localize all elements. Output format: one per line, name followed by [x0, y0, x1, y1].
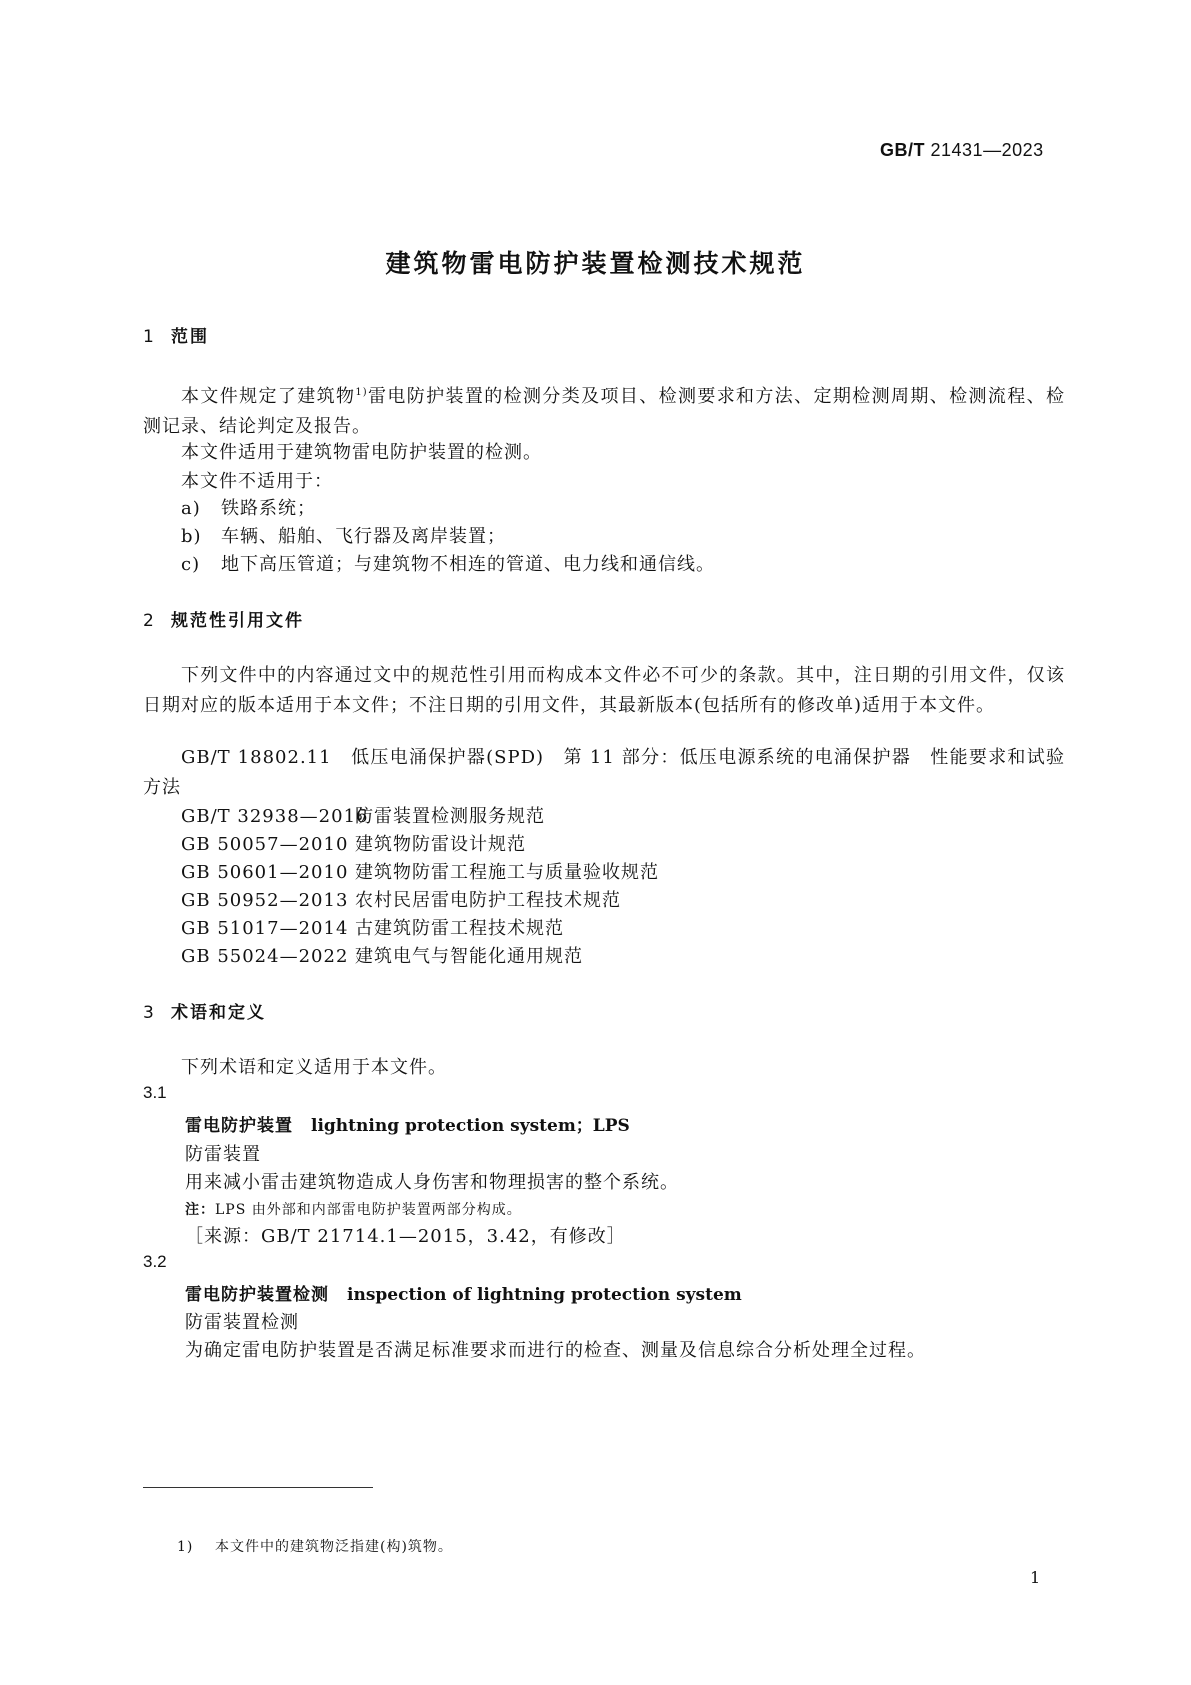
reference-item: GB 50601—2010 建筑物防雷工程施工与质量验收规范 [181, 862, 659, 883]
term-note: 注：LPS 由外部和内部雷电防护装置两部分构成。 [185, 1202, 522, 1218]
footnote-divider [143, 1487, 373, 1488]
list-item: b) 车辆、船舶、飞行器及离岸装置； [181, 526, 506, 547]
footnote-ref: 1) [355, 387, 368, 398]
document-title: 建筑物雷电防护装置检测技术规范 [385, 249, 806, 278]
term-alternative: 防雷装置检测 [185, 1312, 299, 1333]
list-item: a) 铁路系统； [181, 498, 316, 519]
term-heading: 雷电防护装置检测 inspection of lightning protection system [185, 1285, 742, 1305]
section-1-paragraph-2: 本文件适用于建筑物雷电防护装置的检测。 [181, 442, 542, 463]
standard-number: GB/T 21431—2023 [880, 140, 1044, 160]
section-1-heading: 1 范围 [143, 327, 209, 347]
section-3-heading: 3 术语和定义 [143, 1003, 266, 1023]
term-number: 3.1 [143, 1083, 167, 1102]
footnote: 1) 本文件中的建筑物泛指建(构)筑物。 [177, 1539, 453, 1555]
reference-item: GB/T 18802.11 低压电涌保护器(SPD) 第 11 部分：低压电源系统的电涌保护器 性能要求和试验方法 [143, 747, 1065, 798]
list-item: c) 地下高压管道；与建筑物不相连的管道、电力线和通信线。 [181, 554, 715, 575]
reference-item: GB 51017—2014 古建筑防雷工程技术规范 [181, 918, 564, 939]
term-definition: 用来减小雷击建筑物造成人身伤害和物理损害的整个系统。 [185, 1172, 679, 1193]
term-number: 3.2 [143, 1252, 167, 1271]
reference-item: GB 50952—2013 农村民居雷电防护工程技术规范 [181, 890, 621, 911]
term-alternative: 防雷装置 [185, 1144, 261, 1165]
page-number: 1 [1030, 1568, 1041, 1587]
term-heading: 雷电防护装置 lightning protection system；LPS [185, 1116, 630, 1136]
term-source: ［来源：GB/T 21714.1—2015，3.42，有修改］ [185, 1226, 626, 1247]
reference-item: GB 55024—2022 建筑电气与智能化通用规范 [181, 946, 583, 967]
term-definition: 为确定雷电防护装置是否满足标准要求而进行的检查、测量及信息综合分析处理全过程。 [185, 1340, 926, 1361]
section-2-heading: 2 规范性引用文件 [143, 611, 304, 631]
section-3-intro: 下列术语和定义适用于本文件。 [181, 1057, 447, 1078]
section-2-paragraph-1: 下列文件中的内容通过文中的规范性引用而构成本文件必不可少的条款。其中，注日期的引用文件，仅该日期对应的版本适用于本文件；不注日期的引用文件，其最新版本(包括所有的修改单)适用于本文件。 [143, 665, 1065, 716]
section-1-paragraph-1: 本文件规定了建筑物$^{1)}$雷电防护装置的检测分类及项目、检测要求和方法、定期检测周期、检测流程、检测记录、结论判定及报告。 [143, 386, 1066, 437]
reference-item: GB 50057—2010 建筑物防雷设计规范 [181, 834, 526, 855]
reference-item: GB/T 32938—2016防雷装置检测服务规范 [181, 806, 545, 827]
section-1-paragraph-3: 本文件不适用于： [181, 471, 333, 492]
